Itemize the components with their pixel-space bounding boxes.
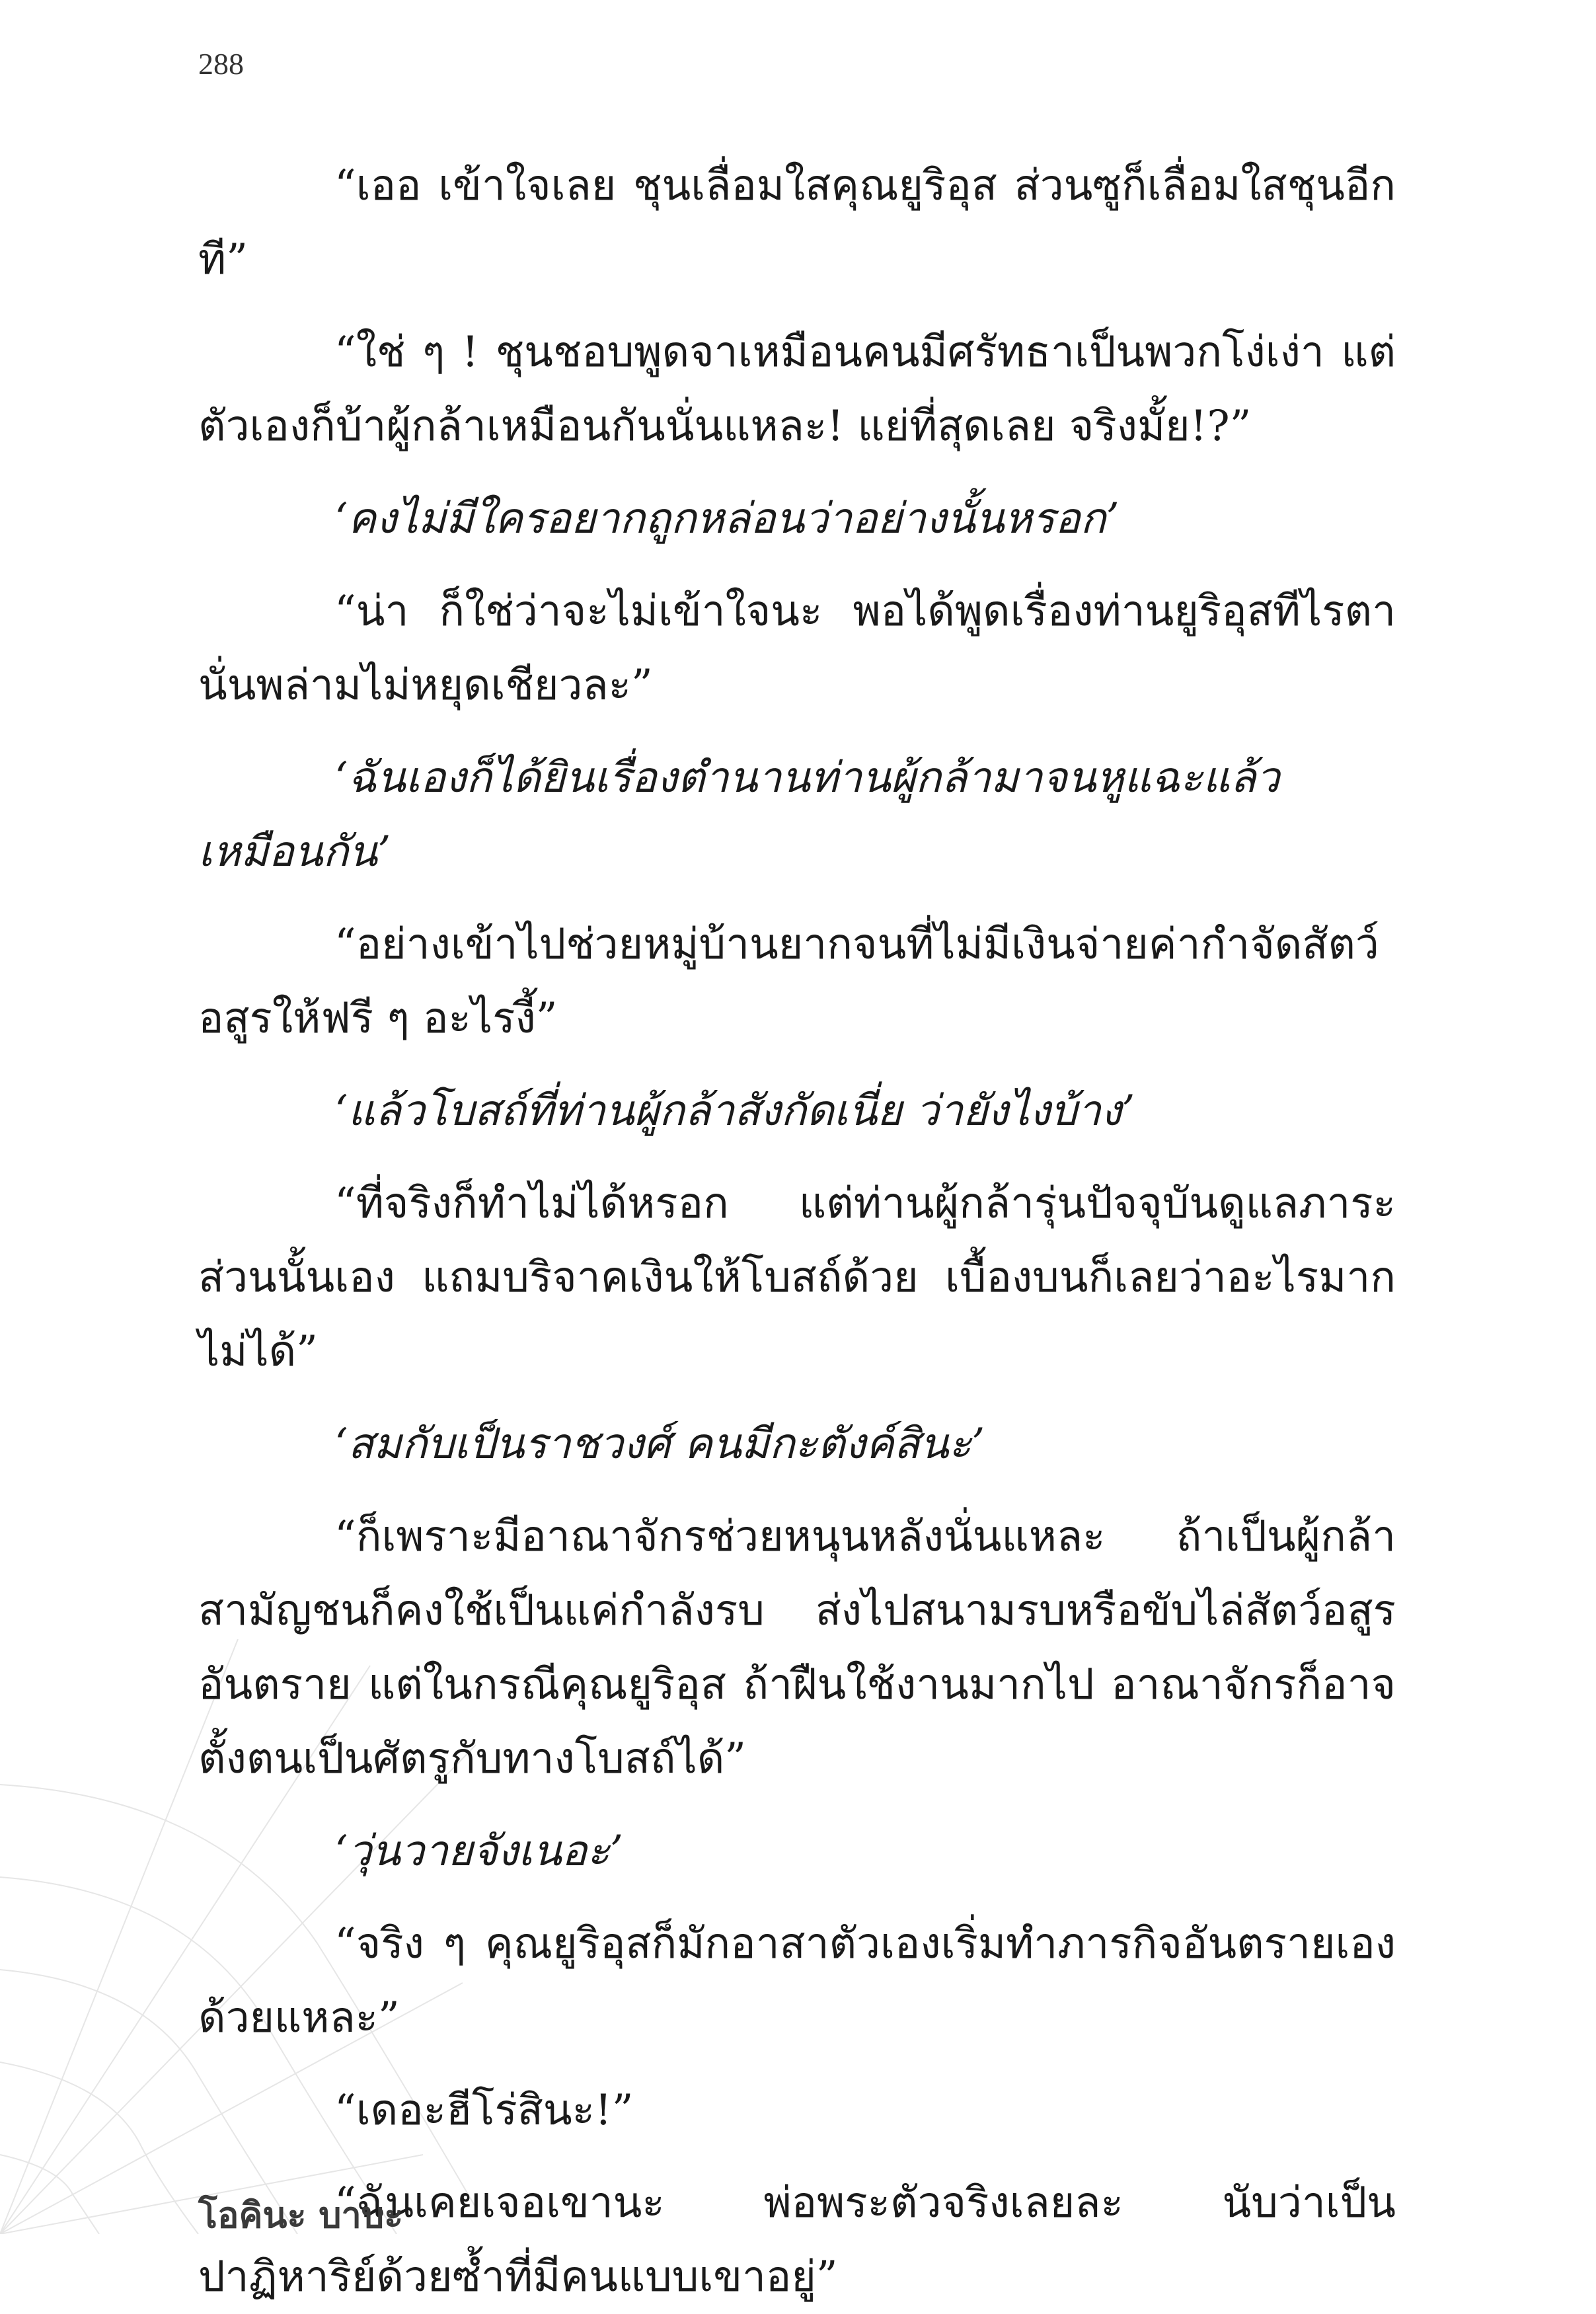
- thought-paragraph: ‘คงไม่มีใครอยากถูกหล่อนว่าอย่างนั้นหรอก’: [334, 494, 1120, 543]
- thought-paragraph: ‘วุ่นวายจังเนอะ’: [334, 1827, 623, 1876]
- thought-paragraph: ‘ฉันเองก็ได้ยินเรื่องตำนานท่านผู้กล้ามาจนหูแฉะแล้วเหมือนกัน’: [198, 753, 1280, 876]
- paragraph: “น่า ก็ใช่ว่าจะไม่เข้าใจนะ พอได้พูดเรื่องท่านยูริอุสทีไรตานั่นพล่ามไม่หยุดเชียวละ”: [198, 587, 1396, 710]
- page-body: [198, 149, 1396, 2314]
- paragraph: “ใช่ ๆ ! ชุนชอบพูดจาเหมือนคนมีศรัทธาเป็นพวกโง่เง่า แต่ตัวเองก็บ้าผู้กล้าเหมือนกันนั่นแหละ! แย่ที่สุดเลย จริงมั้ย!?”: [198, 328, 1396, 451]
- thought-paragraph: ‘สมกับเป็นราชวงศ์ คนมีกะตังค์สินะ’: [334, 1420, 985, 1469]
- page-number: 288: [198, 47, 244, 81]
- paragraph: “อย่างเข้าไปช่วยหมู่บ้านยากจนที่ไม่มีเงินจ่ายค่ากำจัดสัตว์อสูรให้ฟรี ๆ อะไรงี้”: [198, 920, 1379, 1043]
- paragraph: “ก็เพราะมีอาณาจักรช่วยหนุนหลังนั่นแหละ ถ้าเป็นผู้กล้าสามัญชนก็คงใช้เป็นแค่กำลังรบ ส่งไปสนามรบหรือขับไล่สัตว์อสูรอันตราย แต่ในกรณีคุณยูริอุส ถ้าฝืนใช้งานมากไป อาณาจักรก็อาจตั้งตนเป็นศัตรูกับทางโบสถ์ได้”: [198, 1512, 1396, 1783]
- paragraph: “เดอะฮีโร่สินะ!”: [334, 2086, 634, 2135]
- paragraph: “ที่จริงก็ทำไม่ได้หรอก แต่ท่านผู้กล้ารุ่นปัจจุบันดูแลภาระส่วนนั้นเอง แถมบริจาคเงินให้โบสถ์ด้วย เบื้องบนก็เลยว่าอะไรมากไม่ได้”: [198, 1179, 1396, 1376]
- paragraph: “เออ เข้าใจเลย ชุนเลื่อมใสคุณยูริอุส ส่วนซูก็เลื่อมใสชุนอีกที”: [198, 161, 1396, 284]
- paragraph: “ฉันเคยเจอเขานะ พ่อพระตัวจริงเลยละ นับว่าเป็นปาฏิหาริย์ด้วยซ้ำที่มีคนแบบเขาอยู่”: [198, 2179, 1396, 2301]
- book-title-footer: โอคินะ บาบะ: [198, 2194, 404, 2236]
- paragraph: “จริง ๆ คุณยูริอุสก็มักอาสาตัวเองเริ่มทำภารกิจอันตรายเองด้วยแหละ”: [198, 1919, 1396, 2042]
- thought-paragraph: ‘แล้วโบสถ์ที่ท่านผู้กล้าสังกัดเนี่ย ว่ายังไงบ้าง’: [334, 1087, 1135, 1136]
